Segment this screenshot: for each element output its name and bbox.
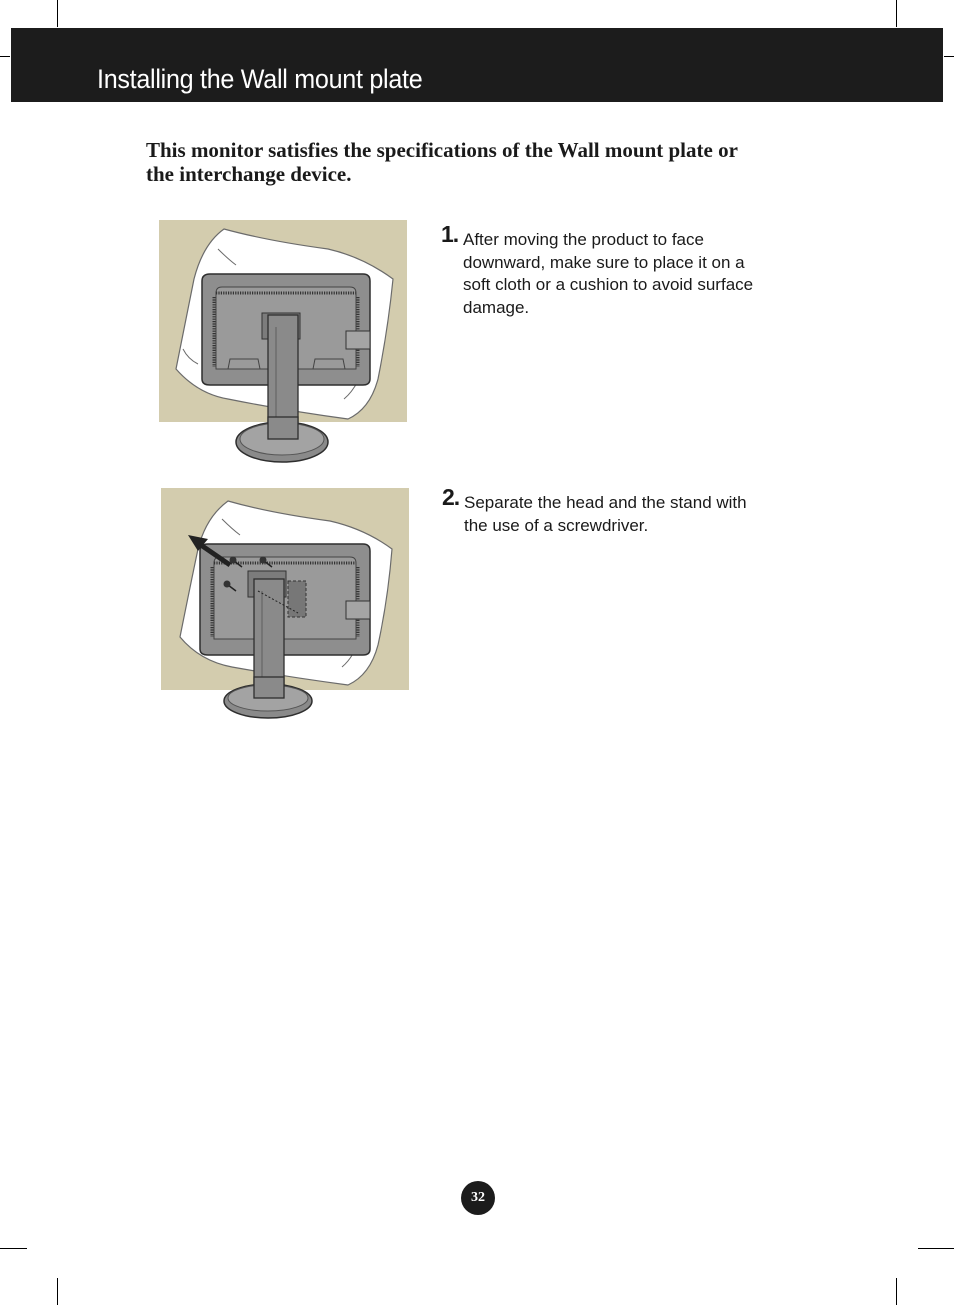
step-number: 1.	[441, 221, 459, 247]
crop-mark	[944, 56, 954, 57]
crop-mark	[918, 1248, 954, 1249]
crop-mark	[0, 1248, 27, 1249]
crop-mark	[896, 1278, 897, 1305]
step-line: After moving the product to face	[463, 230, 704, 249]
step-text	[463, 229, 771, 319]
figure-separate-stand	[160, 487, 412, 723]
step-1	[441, 221, 771, 319]
step-number: 2.	[442, 484, 460, 510]
page-title: Installing the Wall mount plate	[97, 64, 423, 94]
header-bar	[11, 28, 943, 102]
step-line: the use of a screwdriver.	[464, 515, 649, 535]
step-line: soft cloth or a cushion to avoid surface	[463, 275, 754, 294]
step-text	[464, 492, 772, 537]
intro-text	[146, 138, 806, 186]
step-line: downward, make sure to place it on a	[463, 252, 745, 272]
intro-line: the interchange device.	[146, 162, 352, 186]
step-line: damage.	[463, 297, 530, 317]
crop-mark	[0, 56, 10, 57]
crop-mark	[57, 0, 58, 27]
figure-monitor-face-down	[158, 219, 410, 467]
page-number: 32	[461, 1181, 495, 1215]
step-line: Separate the head and the stand with	[464, 493, 747, 512]
step-2	[442, 484, 772, 537]
intro-line: This monitor satisfies the specifications of the Wall mount plate or	[146, 138, 738, 162]
crop-mark	[896, 0, 897, 27]
crop-mark	[57, 1278, 58, 1305]
